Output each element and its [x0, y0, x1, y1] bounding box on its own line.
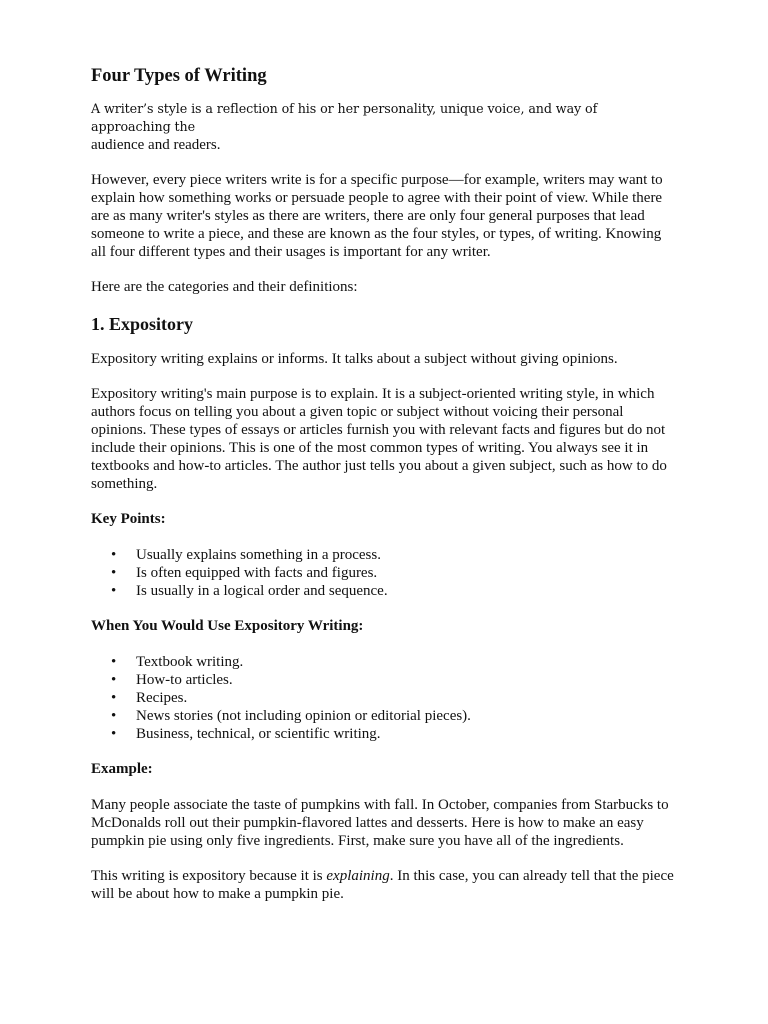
bullet-icon: •	[111, 708, 117, 724]
list-item: • Business, technical, or scientific writing.	[111, 726, 381, 742]
section-heading-expository: 1. Expository	[91, 314, 194, 334]
bullet-icon: •	[111, 547, 117, 563]
document-title: Four Types of Writing	[91, 66, 267, 86]
bullet-icon: •	[111, 672, 117, 688]
emphasis-explaining: explaining	[326, 868, 390, 884]
expository-detail: Expository writing's main purpose is to explain. It is a subject-oriented writing style, in which authors focus on telling you about a given topic or subject without voicing their personal opinions. These types of essays or articles furnish you with relevant facts and figures but do not include their opinions. This is one of the most common types of writing. You always see it in textbooks and how-to articles. The author just tells you about a given subject, such as how to do something.	[91, 386, 667, 492]
categories-paragraph: Here are the categories and their definitions:	[91, 279, 358, 295]
purpose-paragraph: However, every piece writers write is for a specific purpose—for example, writers may want to explain how something works or persuade people to agree with their point of view. While there are as many writer's styles as there are writers, there are only four general purposes that lead someone to write a piece, and these are known as the four styles, or types, of writing. Knowing all four different types and their usages is important for any writer.	[91, 172, 663, 260]
list-item: • Usually explains something in a process.	[111, 547, 381, 563]
bullet-icon: •	[111, 654, 117, 670]
bullet-icon: •	[111, 565, 117, 581]
example-label: Example:	[91, 761, 153, 777]
intro-paragraph	[91, 100, 678, 154]
bullet-icon: •	[111, 690, 117, 706]
list-item: • Is usually in a logical order and sequence.	[111, 583, 388, 599]
key-points-list	[91, 546, 678, 600]
example-paragraph: Many people associate the taste of pumpkins with fall. In October, companies from Starbucks to McDonalds roll out their pumpkin-flavored lattes and desserts. Here is how to make an easy pumpkin pie using only five ingredients. First, make sure you have all of the ingredients.	[91, 797, 669, 849]
usage-label: When You Would Use Expository Writing:	[91, 618, 364, 634]
usage-list	[91, 653, 678, 743]
list-item: • How-to articles.	[111, 672, 233, 688]
key-points-label: Key Points:	[91, 511, 166, 527]
bullet-icon: •	[111, 726, 117, 742]
intro-line-1: A writer’s style is a reflection of his or her personality, unique voice, and way of approaching the	[91, 101, 598, 134]
bullet-icon: •	[111, 583, 117, 599]
list-item: • News stories (not including opinion or editorial pieces).	[111, 708, 471, 724]
explanation-paragraph: This writing is expository because it is explaining. In this case, you can already tell that the piece will be about how to make a pumpkin pie.	[91, 868, 674, 902]
list-item: • Recipes.	[111, 690, 188, 706]
intro-line-2: audience and readers.	[91, 137, 221, 153]
list-item: • Textbook writing.	[111, 654, 244, 670]
expository-summary: Expository writing explains or informs. It talks about a subject without giving opinions.	[91, 351, 618, 367]
list-item: • Is often equipped with facts and figures.	[111, 565, 378, 581]
